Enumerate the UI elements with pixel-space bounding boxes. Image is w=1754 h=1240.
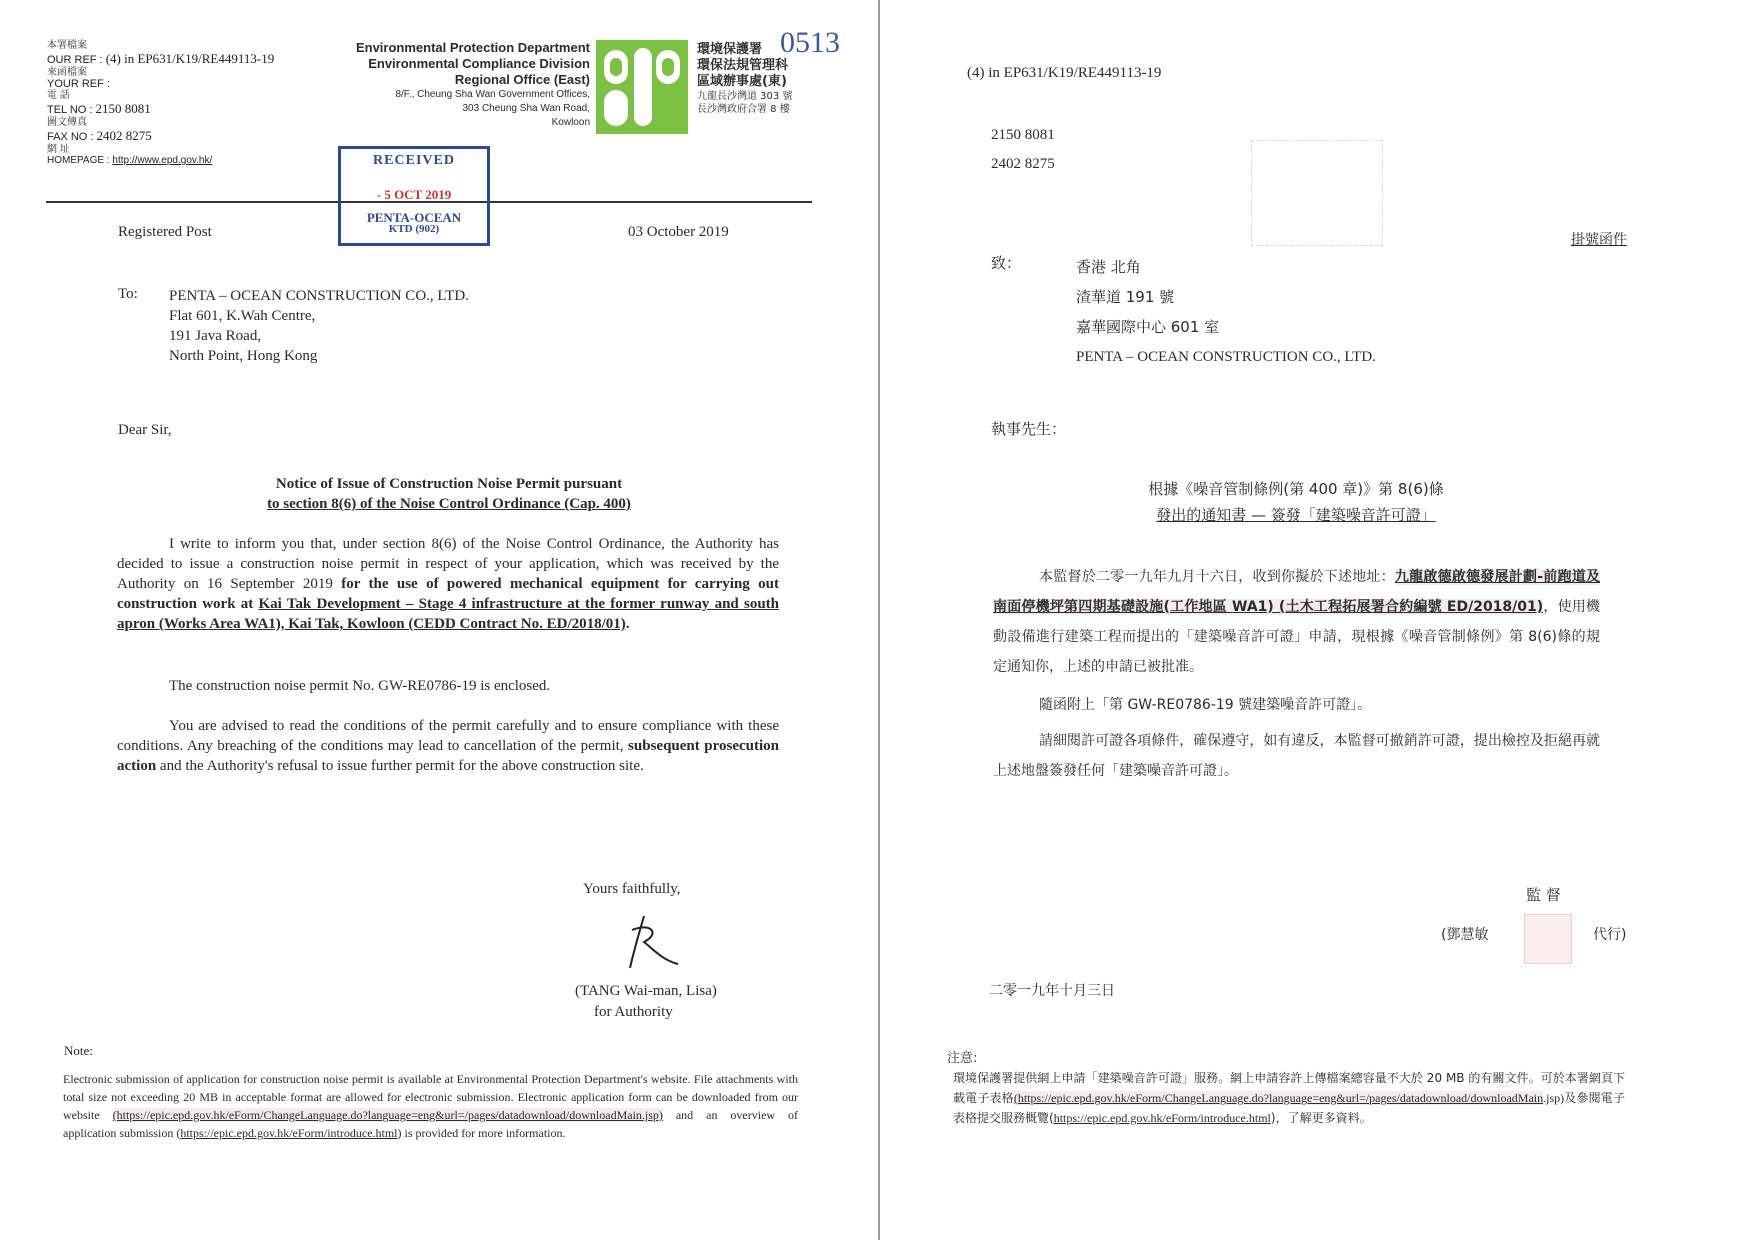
salutation: Dear Sir, [118,422,172,438]
our-ref: OUR REF : (4) in EP631/K19/RE449113-19 [47,51,275,66]
cn-download-link[interactable]: (https://epic.epd.gov.hk/eForm/ChangeLanguage.do?language=eng&url=/pages/datadownload/downloadMain [1013,1091,1544,1105]
cn-note-text: 環境保護署提供網上申請「建築噪音許可證」服務。網上申請容許上傳檔案總容量不大於 20 MB 的有關文件。可於本署網頁下載電子表格(https://epic.epd.gov.hk/eForm/ChangeLanguage.do?language=eng&url=/pages/datadownload/downloadMain.jsp)及參閱電子表格提交服務概覽(https://epic.epd.gov.hk/eForm/introduce.html)，了解更多資料。 [953,1071,1625,1125]
received-stamp [338,146,490,246]
download-link[interactable]: (https://epic.epd.gov.hk/eForm/ChangeLanguage.do?language=eng&url=/pages/datadownload/downloadMain.jsp) [112,1108,663,1122]
tel-cn: 電 話 [47,90,70,101]
stamp-dept: KTD (902) [388,223,440,235]
dept-cn-line-3: 區域辦事處(東) [697,74,787,89]
dept-cn-address-2: 長沙灣政府合署 8 樓 [697,104,790,115]
address-line: 香港 北角 [1076,258,1141,276]
address-line: North Point, Hong Kong [169,348,318,364]
introduce-link[interactable]: https://epic.epd.gov.hk/eForm/introduce.html [180,1126,398,1140]
cn-fax: 2402 8275 [991,156,1055,172]
epd-logo-icon [596,40,688,134]
cn-to-label: 致： [991,254,1022,272]
seal-icon [1524,914,1572,964]
paragraph-2: The construction noise permit No. GW-RE0786-19 is enclosed. [169,678,551,694]
homepage: HOMEPAGE : http://www.epd.gov.hk/ [47,155,213,166]
fax-cn: 圖文傳真 [47,117,87,128]
letter-date: 03 October 2019 [628,224,729,240]
address-line: 191 Java Road, [169,328,262,344]
address-line: 嘉華國際中心 601 室 [1076,318,1220,336]
chinese-letter-page [881,0,1754,1240]
subject-line-2: to section 8(6) of the Noise Control Ordinance (Cap. 400) [267,496,631,512]
department-block [300,40,590,130]
tel-no: TEL NO : 2150 8081 [47,101,151,116]
cn-signer: (鄧慧敏 [1441,927,1489,943]
dept-line-1: Environmental Protection Department [355,40,590,55]
cn-salutation: 執事先生： [991,420,1067,438]
homepage-cn: 網 址 [47,144,70,155]
serial-number: 0513 [780,26,840,59]
cn-on-behalf: 代行) [1593,927,1627,943]
faded-stamp [1251,140,1383,246]
for-authority: for Authority [594,1004,673,1020]
address-line: PENTA – OCEAN CONSTRUCTION CO., LTD. [1076,349,1376,365]
cn-title-line-1: 根據《噪音管制條例(第 400 章)》第 8(6)條 [1148,480,1444,498]
fax-no: FAX NO : 2402 8275 [47,128,152,143]
cn-supervisor: 監 督 [1526,886,1561,904]
dept-cn-line-2: 環保法規管理科 [697,58,789,73]
stamp-date: - 5 OCT 2019 [376,187,452,202]
registered-post: Registered Post [118,224,212,240]
address-line: PENTA – OCEAN CONSTRUCTION CO., LTD. [169,288,469,304]
signature [622,910,682,974]
page-divider [878,0,880,1240]
signatory-name: (TANG Wai-man, Lisa) [575,983,717,999]
note-text: Electronic submission of application for construction noise permit is available at Environmental Protection Department's website. File attachments with total size not exceeding 20 MB in acceptable format are allowed for electronic submission. Electronic application form can be downloaded from our website (https://epic.epd.gov.hk/eForm/ChangeLanguage.do?language=eng&url=/pages/datadownload/downloadMain.jsp) and an overview of application submission (https://epic.epd.gov.hk/eForm/introduce.html) is provided for more information. [63,1072,799,1140]
stamp-received: RECEIVED [373,153,455,168]
cn-registered-post: 掛號函件 [1571,232,1627,248]
your-ref-cn: 來函檔案 [47,67,87,78]
cn-paragraph-3: 請細閱許可證各項條件，確保遵守，如有違反，本監督可撤銷許可證，提出檢控及拒絕再就上述地盤簽發任何「建築噪音許可證」。 [993,733,1600,779]
dept-address-3: Kowloon [551,117,590,128]
cn-paragraph-1: 本監督於二零一九年九月十六日，收到你擬於下述地址：九龍啟德啟德發展計劃-前跑道及南面停機坪第四期基礎設施(工作地區 WA1) (土木工程拓展署合約編號 ED/2018/01)，使用機動設備進行建築工程而提出的「建築噪音許可證」申請，現根據《噪音管制條例》第 8(6)條的規定通知你，上述的申請已被批准。 [993,569,1601,675]
cn-recipient-address [1076,252,1376,372]
our-ref-cn: 本署檔案 [47,40,87,51]
stamp-company: PENTA-OCEAN [366,210,462,225]
dept-cn-line-1: 環境保護署 [697,42,763,57]
dept-address-2: 303 Cheung Sha Wan Road, [462,103,590,114]
your-ref: YOUR REF : [47,78,110,90]
reference-block [47,40,337,166]
cn-tel: 2150 8081 [991,127,1055,143]
dept-line-2: Environmental Compliance Division [368,56,590,71]
recipient-address [169,286,469,366]
cn-date: 二零一九年十月三日 [989,983,1115,999]
address-line: Flat 601, K.Wah Centre, [169,308,316,324]
cn-reference: (4) in EP631/K19/RE449113-19 [967,65,1162,81]
address-line: 渣華道 191 號 [1076,288,1175,306]
note-label: Note: [64,1043,93,1058]
paragraph-3: You are advised to read the conditions of the permit carefully and to ensure compliance with these conditions. Any breaching of the conditions may lead to cancellation of the permit, subsequent prosecution action and the Authority's refusal to issue further permit for the above construction site. [117,718,779,774]
subject [118,474,780,514]
dept-line-3: Regional Office (East) [454,72,590,87]
cn-paragraph-2: 隨函附上「第 GW-RE0786-19 號建築噪音許可證」。 [1039,697,1372,713]
cn-note-label: 注意: [947,1051,978,1066]
cn-introduce-link[interactable]: https://epic.epd.gov.hk/eForm/introduce.html [1053,1111,1271,1125]
to-label: To: [118,286,138,302]
dept-address-1: 8/F., Cheung Sha Wan Government Offices, [395,89,590,100]
paragraph-1: I write to inform you that, under section 8(6) of the Noise Control Ordinance, the Authority has decided to issue a construction noise permit in respect of your application, which was received by the Authority on 16 September 2019 for the use of powered mechanical equipment for carrying out construction work at Kai Tak Development – Stage 4 infrastructure at the former runway and south apron (Works Area WA1), Kai Tak, Kowloon (CEDD Contract No. ED/2018/01). [117,536,779,632]
cn-title [1001,476,1591,528]
cn-title-line-2: 發出的通知書 — 簽發「建築噪音許可證」 [1156,506,1436,524]
dept-cn-address-1: 九龍長沙灣道 303 號 [697,91,793,102]
subject-line-1: Notice of Issue of Construction Noise Permit pursuant [275,476,623,492]
closing: Yours faithfully, [583,881,681,897]
